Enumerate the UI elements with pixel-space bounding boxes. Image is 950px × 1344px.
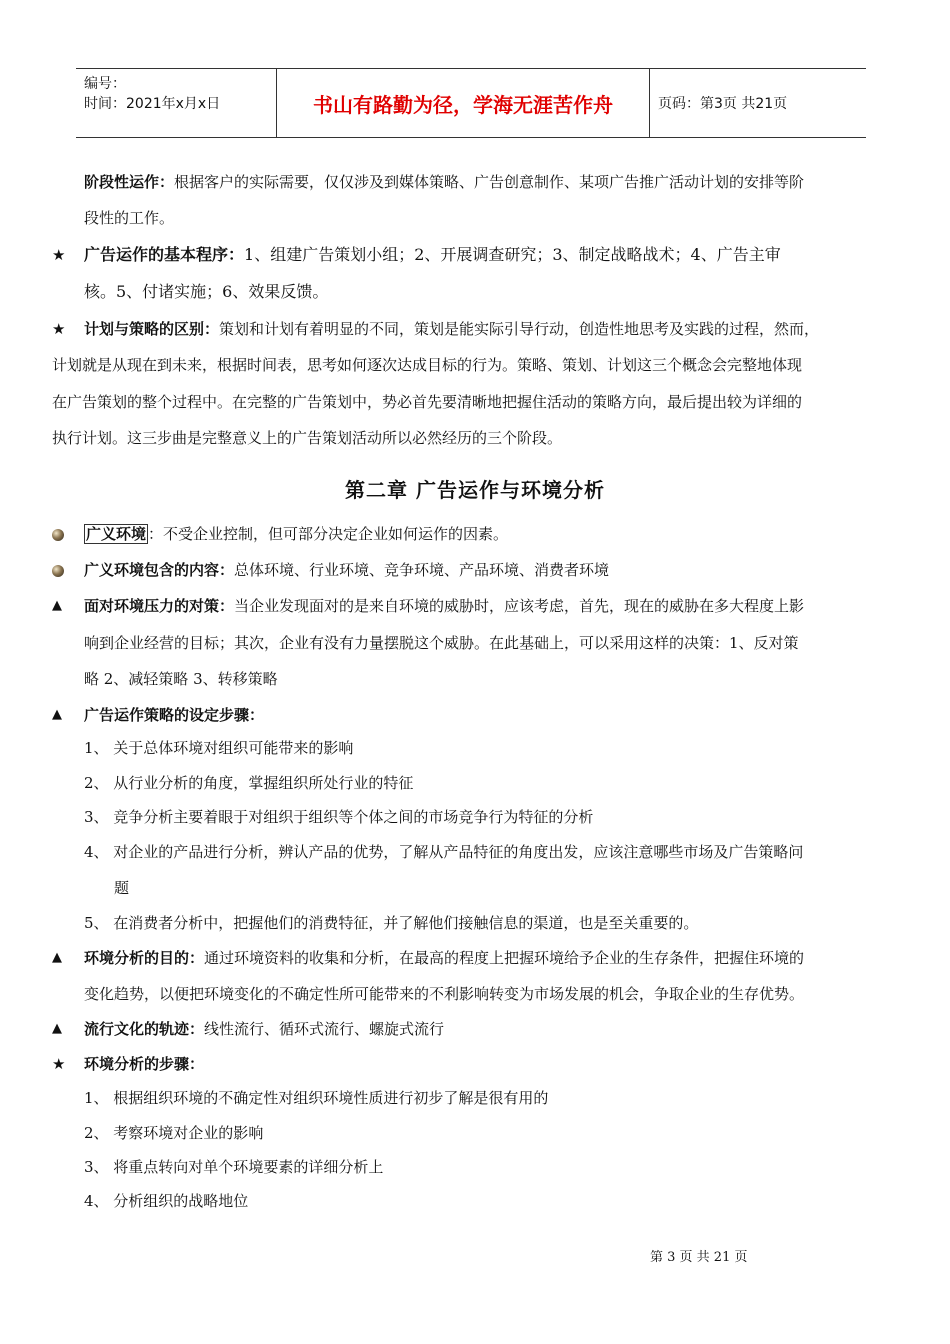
- list-item: 1、 根据组织环境的不确定性对组织环境性质进行初步了解是很有用的: [84, 1089, 549, 1107]
- header-motto: 书山有路勤为径，学海无涯苦作舟: [277, 69, 650, 137]
- star-bullet-icon: ★: [52, 246, 66, 264]
- para-broad-environment-contents: [84, 560, 609, 580]
- para-env-pressure-line3: 略 2、减轻策略 3、转移策略: [84, 670, 278, 688]
- para-strategy-steps-title: [84, 705, 264, 725]
- para-text: 1、组建广告策划小组；2、开展调查研究；3、制定战略战术；4、广告主审: [244, 245, 781, 264]
- para-text: 通过环境资料的收集和分析，在最高的程度上把握环境给予企业的生存条件，把握住环境的: [204, 949, 805, 967]
- para-analysis-purpose-line2: 变化趋势，以便把环境变化的不确定性所可能带来的不利影响转变为市场发展的机会，争取企业的生存优势。: [84, 985, 805, 1003]
- chapter-title: 第二章 广告运作与环境分析: [345, 478, 605, 502]
- para-title: 广告运作策略的设定步骤：: [84, 706, 265, 724]
- para-title: 广告运作的基本程序：: [84, 245, 245, 264]
- para-text: 线性流行、循环式流行、螺旋式流行: [204, 1020, 445, 1038]
- para-plan-vs-strategy-line4: 执行计划。这三步曲是完整意义上的广告策划活动所以必然经历的三个阶段。: [52, 429, 563, 447]
- list-item: 5、 在消费者分析中，把握他们的消费特征，并了解他们接触信息的渠道，也是至关重要的。: [84, 914, 699, 932]
- para-pop-culture: [84, 1019, 444, 1039]
- para-basic-procedure-line1: [84, 245, 781, 265]
- ball-bullet-icon: [52, 529, 64, 541]
- para-env-pressure-line1: [84, 596, 804, 616]
- para-stage-operation-line2: 段性的工作。: [84, 209, 175, 227]
- header-page-info: [658, 69, 858, 137]
- para-analysis-steps-title: [84, 1054, 204, 1074]
- para-text: 总体环境、行业环境、竞争环境、产品环境、消费者环境: [234, 561, 610, 579]
- list-item: 2、 从行业分析的角度，掌握组织所处行业的特征: [84, 774, 414, 792]
- star-bullet-icon: ★: [52, 1055, 66, 1073]
- para-title: 阶段性运作：: [84, 173, 175, 191]
- para-title: 流行文化的轨迹：: [84, 1020, 205, 1038]
- para-title: 计划与策略的区别：: [84, 320, 220, 338]
- para-plan-vs-strategy-line3: 在广告策划的整个过程中。在完整的广告策划中，势必首先要清晰地把握住活动的策略方向，最后提出较为详细的: [52, 393, 803, 411]
- list-item: 1、 关于总体环境对组织可能带来的影响: [84, 739, 354, 757]
- triangle-bullet-icon: ▲: [52, 950, 62, 965]
- para-title: 环境分析的目的：: [84, 949, 205, 967]
- para-text: 当企业发现面对的是来自环境的威胁时，应该考虑，首先，现在的威胁在多大程度上影: [234, 597, 805, 615]
- ball-bullet-icon: [52, 565, 64, 577]
- para-broad-environment: [84, 524, 508, 544]
- list-item: 4、 分析组织的战略地位: [84, 1192, 249, 1210]
- para-plan-vs-strategy-line1: [84, 319, 819, 339]
- page-info-text: 页码：第3页 共21页: [658, 96, 788, 112]
- para-plan-vs-strategy-line2: 计划就是从现在到未来，根据时间表，思考如何逐次达成目标的行为。策略、策划、计划这三个概念会完整地体现: [52, 356, 803, 374]
- list-item-continuation: 题: [114, 879, 130, 897]
- triangle-bullet-icon: ▲: [52, 598, 62, 613]
- number-label: 编号：: [84, 76, 126, 92]
- triangle-bullet-icon: ▲: [52, 1021, 62, 1036]
- para-text: ：不受企业控制，但可部分决定企业如何运作的因素。: [148, 525, 509, 543]
- para-title: 环境分析的步骤：: [84, 1055, 205, 1073]
- header-meta: [76, 69, 277, 137]
- para-title: 广义环境: [86, 525, 147, 543]
- list-item: 3、 竞争分析主要着眼于对组织于组织等个体之间的市场竞争行为特征的分析: [84, 808, 594, 826]
- list-item: 2、 考察环境对企业的影响: [84, 1124, 264, 1142]
- para-analysis-purpose-line1: [84, 948, 804, 968]
- para-text: 根据客户的实际需要，仅仅涉及到媒体策略、广告创意制作、某项广告推广活动计划的安排等阶: [174, 173, 805, 191]
- time-label: 时间：2021年x月x日: [84, 96, 221, 112]
- triangle-bullet-icon: ▲: [52, 707, 62, 722]
- page-header: [76, 68, 866, 138]
- para-basic-procedure-line2: 核。5、付诸实施；6、效果反馈。: [84, 282, 329, 301]
- para-title: 面对环境压力的对策：: [84, 597, 235, 615]
- para-text: 策划和计划有着明显的不同，策划是能实际引导行动，创造性地思考及实践的过程，然而，: [219, 320, 820, 338]
- page-footer: 第 3 页 共 21 页: [650, 1250, 748, 1265]
- para-title: 广义环境包含的内容：: [84, 561, 235, 579]
- para-env-pressure-line2: 响到企业经营的目标；其次，企业有没有力量摆脱这个威胁。在此基础上，可以采用这样的决策：1、反对策: [84, 634, 799, 652]
- star-bullet-icon: ★: [52, 320, 66, 338]
- list-item: 4、 对企业的产品进行分析，辨认产品的优势，了解从产品特征的角度出发，应该注意哪些市场及广告策略问: [84, 843, 804, 861]
- list-item: 3、 将重点转向对单个环境要素的详细分析上: [84, 1158, 384, 1176]
- para-stage-operation-line1: [84, 172, 804, 192]
